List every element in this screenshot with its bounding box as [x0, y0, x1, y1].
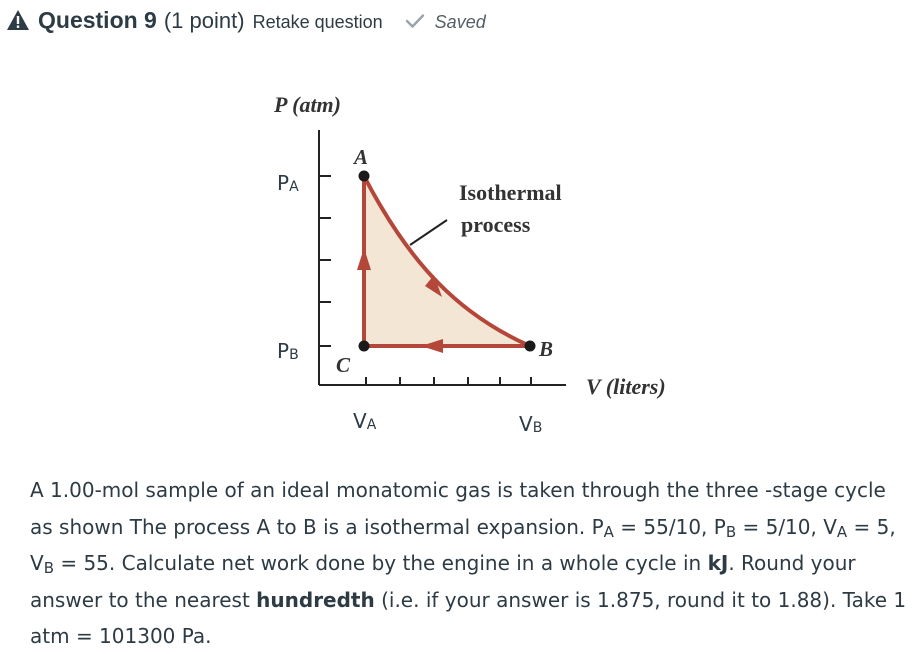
annotation-process: process: [461, 212, 531, 237]
p-axis-ticks: [319, 176, 331, 346]
question-title: Question 9: [38, 7, 157, 33]
point-c-dot: [359, 341, 370, 352]
point-a-label: A: [354, 145, 369, 169]
p-b-tick-label: PB: [277, 339, 299, 363]
retake-question-link[interactable]: Retake question: [252, 12, 383, 32]
annotation-leader-line: [410, 220, 447, 245]
v-axis-ticks: [366, 377, 531, 385]
v-b-tick-label: VB: [519, 412, 543, 436]
question-header: [6, 6, 486, 42]
question-points: (1 point): [163, 8, 245, 33]
p-a-tick-label: PA: [277, 171, 299, 195]
annotation-isothermal: Isothermal: [459, 180, 562, 205]
point-b-label: B: [539, 337, 554, 361]
saved-status: Saved: [434, 12, 486, 32]
point-c-label: C: [336, 353, 351, 377]
v-a-tick-label: VA: [353, 409, 377, 433]
point-b-dot: [525, 341, 536, 352]
question-body: A 1.00-mol sample of an ideal monatomic gas is taken through the three -stage cycle as shown The process A to B is a isothermal expansion. $P_A = 55/10$, $P_B = 5/10$, $V_A = 5$, $V_B = 55$. Calculate net work done by the engine in a whole cycle in kJ. Round your answer to the nearest hundredth (i.e. if your answer is 1.875, round it to 1.88). Take 1 atm = 101300 Pa.: [30, 478, 907, 648]
checkmark-icon: [405, 13, 425, 29]
warning-triangle-icon: [6, 9, 30, 31]
pv-diagram: [250, 80, 690, 440]
v-axis-label: V (liters): [586, 374, 666, 399]
p-axis-label: P (atm): [274, 92, 341, 117]
point-a-dot: [359, 171, 370, 182]
